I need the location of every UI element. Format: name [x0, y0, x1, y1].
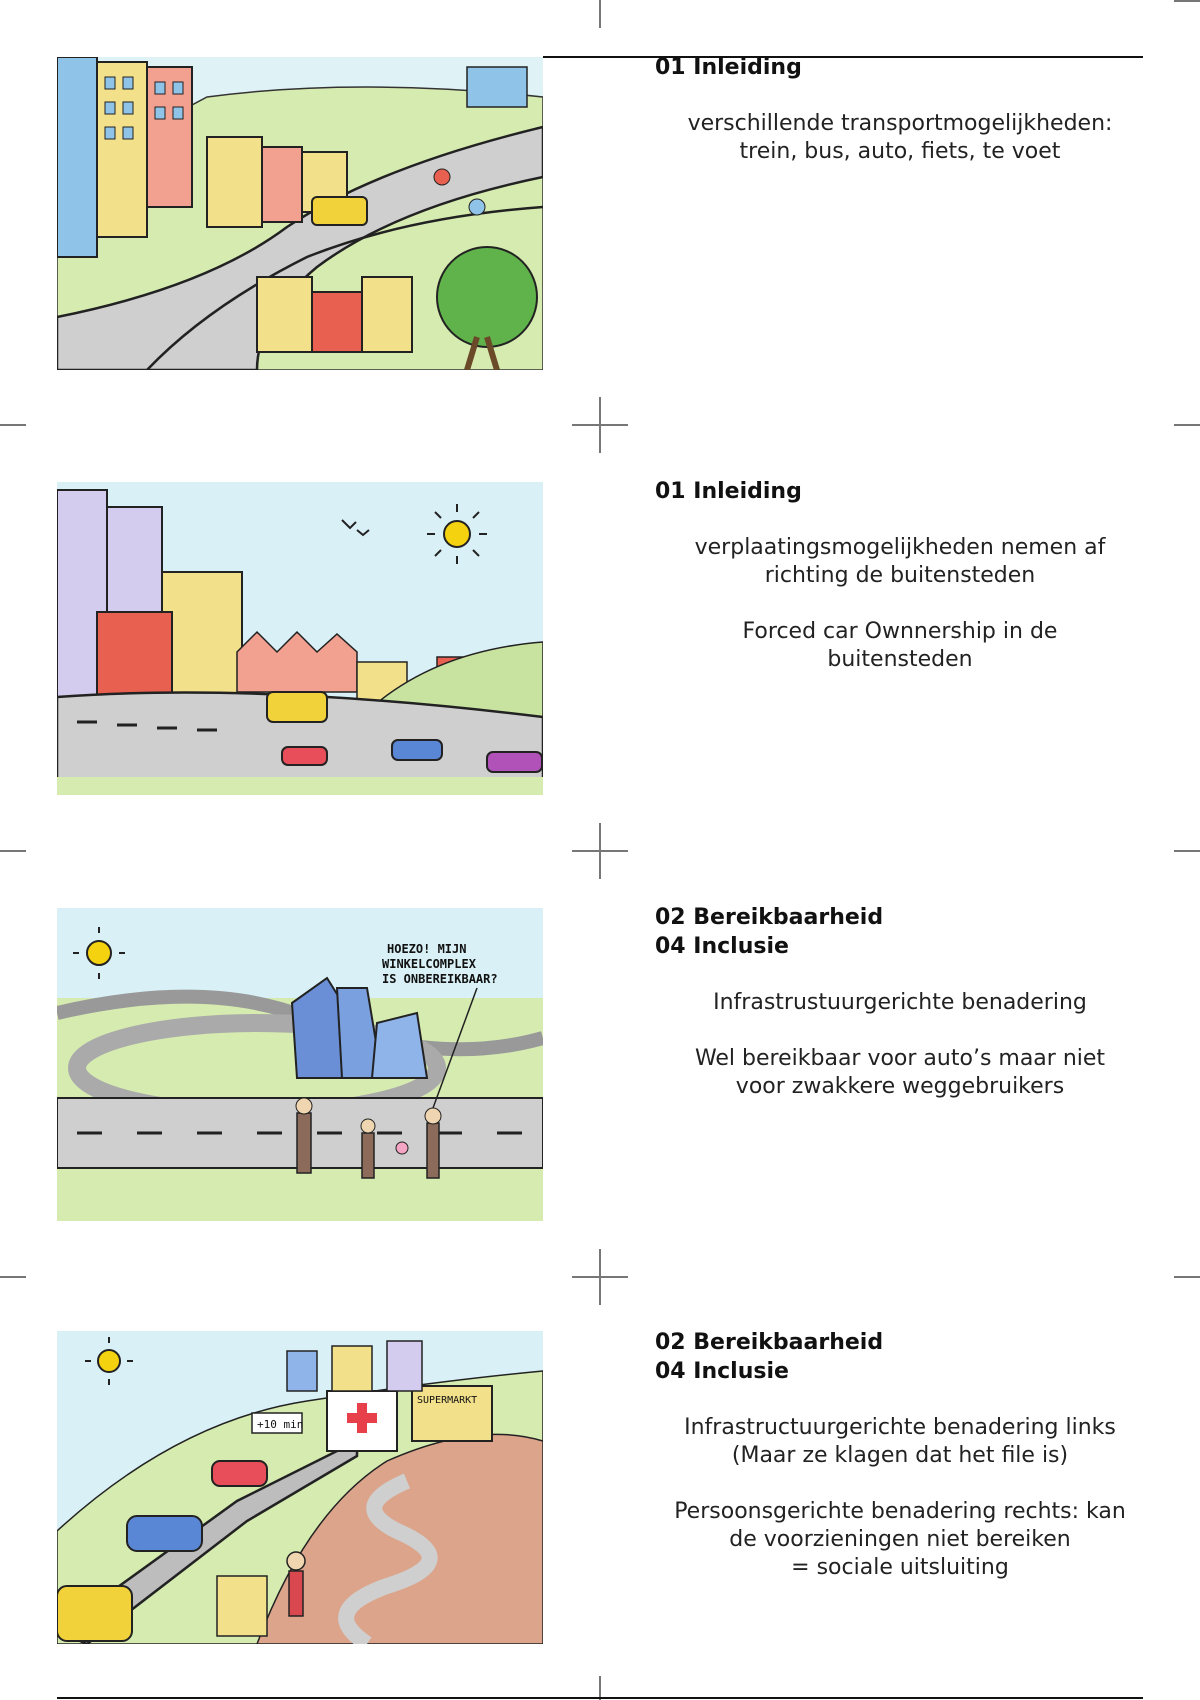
note-line: Infrastructuurgerichte benadering links — [684, 1415, 1116, 1440]
note-line: verschillende transportmogelijkheden: — [687, 111, 1113, 136]
note-line: Forced car Ownnership in de — [742, 619, 1058, 644]
crop-mark — [599, 397, 601, 453]
note-line: voor zwakkere weggebruikers — [735, 1074, 1065, 1099]
crop-mark — [599, 823, 601, 879]
crop-mark — [599, 0, 601, 28]
note-line: verplaatingsmogelijkheden nemen af — [694, 535, 1106, 560]
slide-thumbnail-1 — [57, 57, 543, 370]
bottom-rule — [57, 1697, 1143, 1699]
slide-thumbnail-2 — [57, 482, 543, 795]
note-line: (Maar ze klagen dat het file is) — [731, 1443, 1069, 1468]
note-line: de voorzieningen niet bereiken — [729, 1527, 1071, 1552]
slide-heading: 02 Bereikbaarheid — [655, 1330, 884, 1355]
speech-text: IS ONBEREIKBAAR? — [382, 972, 498, 986]
crop-mark — [1174, 850, 1200, 852]
suburbs-illustration — [57, 482, 543, 795]
store-sign: SUPERMARKT — [417, 1395, 478, 1406]
note-line: richting de buitensteden — [764, 563, 1036, 588]
note-line: = sociale uitsluiting — [791, 1555, 1009, 1580]
speech-text: HOEZO! MIJN — [387, 942, 467, 956]
crop-mark — [599, 1249, 601, 1305]
crop-mark — [1174, 1276, 1200, 1278]
slide-thumbnail-4 — [57, 1331, 543, 1644]
note-line: buitensteden — [827, 647, 973, 672]
speech-text: WINKELCOMPLEX — [382, 957, 476, 971]
crop-mark — [1174, 0, 1200, 2]
slide-notes-4 — [655, 1328, 1145, 1582]
shopping-complex-illustration — [57, 908, 543, 1221]
slide-notes-3 — [655, 903, 1145, 1101]
slide-thumbnail-3 — [57, 908, 543, 1221]
road-sign: +10 min — [257, 1418, 304, 1431]
slide-heading: 01 Inleiding — [655, 479, 802, 504]
note-line: Wel bereikbaar voor auto’s maar niet — [694, 1046, 1106, 1071]
note-line: trein, bus, auto, fiets, te voet — [739, 139, 1061, 164]
note-line: Persoonsgerichte benadering rechts: kan — [674, 1499, 1126, 1524]
city-transport-illustration — [57, 57, 543, 370]
slide-notes-2 — [655, 477, 1145, 674]
slide-heading: 04 Inclusie — [655, 934, 789, 959]
slide-heading: 02 Bereikbaarheid — [655, 905, 884, 930]
crop-mark — [1174, 424, 1200, 426]
crop-mark — [0, 1276, 26, 1278]
hill-road-illustration — [57, 1331, 543, 1644]
crop-mark — [0, 424, 26, 426]
note-line: Infrastrustuurgerichte benadering — [713, 990, 1087, 1015]
slide-heading: 04 Inclusie — [655, 1359, 789, 1384]
crop-mark — [0, 850, 26, 852]
slide-heading: 01 Inleiding — [655, 55, 802, 80]
slide-notes-1 — [655, 53, 1145, 166]
